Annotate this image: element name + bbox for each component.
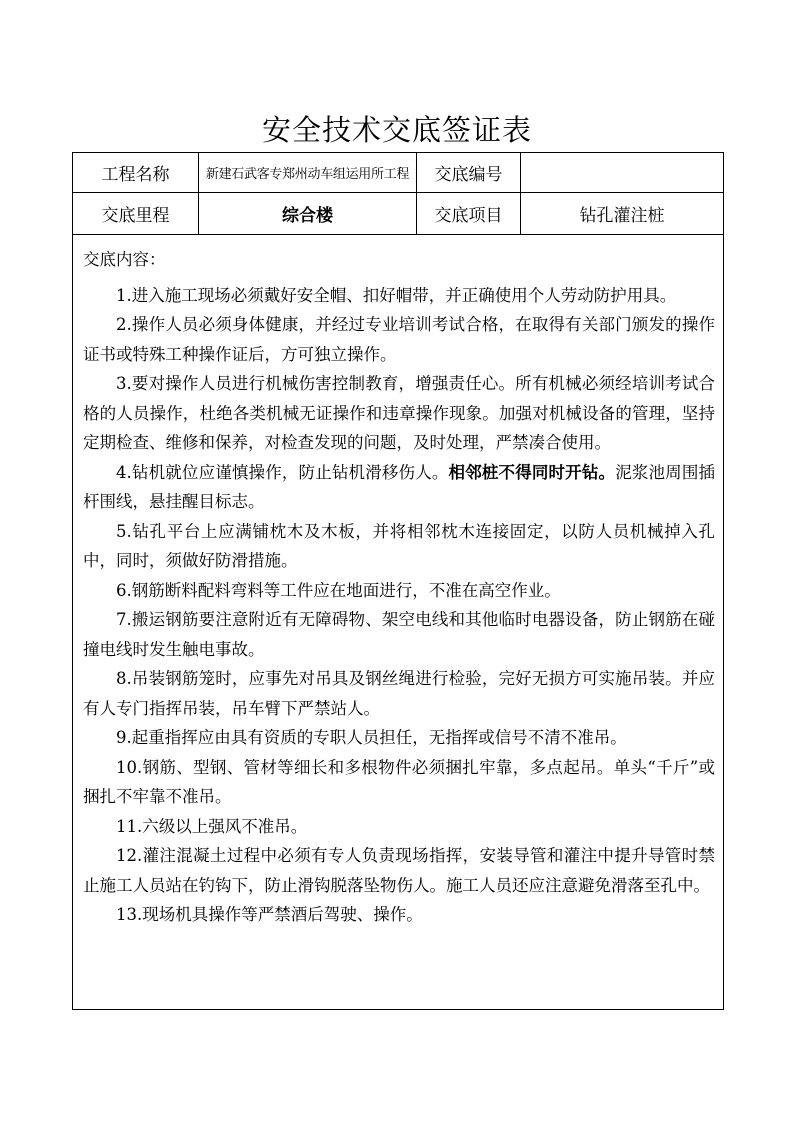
content-item-8: 8.吊装钢筋笼时，应事先对吊具及钢丝绳进行检验，完好无损方可实施吊装。并应有人专门指挥吊装，吊车臂下严禁站人。 [83, 669, 715, 718]
content-item-7: 7.搬运钢筋要注意附近有无障碍物、架空电线和其他临时电器设备，防止钢筋在碰撞电线时发生触电事故。 [83, 610, 715, 659]
document-title: 安全技术交底签证表 [261, 113, 532, 147]
content-item-12: 12.灌注混凝土过程中必须有专人负责现场指挥，安装导管和灌注中提升导管时禁止施工人员站在钓钩下，防止滑钩脱落坠物伤人。施工人员还应注意避免滑落至孔中。 [83, 846, 715, 895]
content-item-4-text-after: 泥浆池周围插杆围线，悬挂醒目标志。 [83, 462, 716, 511]
table-row-mileage [73, 193, 723, 235]
content-item-3: 3.要对操作人员进行机械伤害控制教育，增强责任心。所有机械必须经培训考试合格的人员操作，杜绝各类机械无证操作和违章操作现象。加强对机械设备的管理，坚持定期检查、维修和保养，对检查发现的问题，及时处理，严禁凑合使用。 [83, 374, 715, 452]
content-item-4 [83, 458, 715, 517]
disclosure-content [73, 235, 723, 930]
content-item-11: 11.六级以上强风不准吊。 [116, 816, 308, 836]
safety-disclosure-table [72, 152, 724, 1010]
content-item-1: 1.进入施工现场必须戴好安全帽、扣好帽带，并正确使用个人劳动防护用具。 [116, 285, 677, 305]
disclosure-no-value [521, 153, 723, 192]
table-row-project [73, 153, 723, 193]
item-label: 交底项目 [417, 193, 521, 234]
disclosure-no-label: 交底编号 [417, 153, 521, 192]
content-item-13: 13.现场机具操作等严禁酒后驾驶、操作。 [116, 905, 423, 924]
item-value: 钻孔灌注桩 [579, 206, 665, 226]
content-item-4-text: 4.钻机就位应谨慎操作，防止钻机滑移伤人。 [116, 462, 449, 482]
project-name-label: 工程名称 [73, 153, 199, 192]
content-item-5: 5.钻孔平台上应满铺枕木及木板，并将相邻枕木连接固定，以防人员机械掉入孔中，同时，须做好防滑措施。 [83, 521, 715, 570]
content-item-9: 9.起重指挥应由具有资质的专职人员担任，无指挥或信号不清不准吊。 [116, 728, 627, 747]
project-name-value: 新建石武客专郑州动车组运用所工程 [199, 153, 417, 192]
content-label: 交底内容： [83, 250, 166, 269]
mileage-value: 综合楼 [199, 193, 417, 234]
content-item-2: 2.操作人员必须身体健康，并经过专业培训考试合格，在取得有关部门颁发的操作证书或特殊工种操作证后，方可独立操作。 [83, 315, 715, 364]
content-item-4-emphasis: 相邻桩不得同时开钻。 [448, 462, 616, 482]
content-item-6: 6.钢筋断料配料弯料等工件应在地面进行，不准在高空作业。 [116, 580, 561, 600]
mileage-label: 交底里程 [73, 193, 199, 234]
content-item-10: 10.钢筋、型钢、管材等细长和多根物件必须捆扎牢靠，多点起吊。单头“千斤”或捆扎不牢靠不准吊。 [83, 757, 715, 806]
